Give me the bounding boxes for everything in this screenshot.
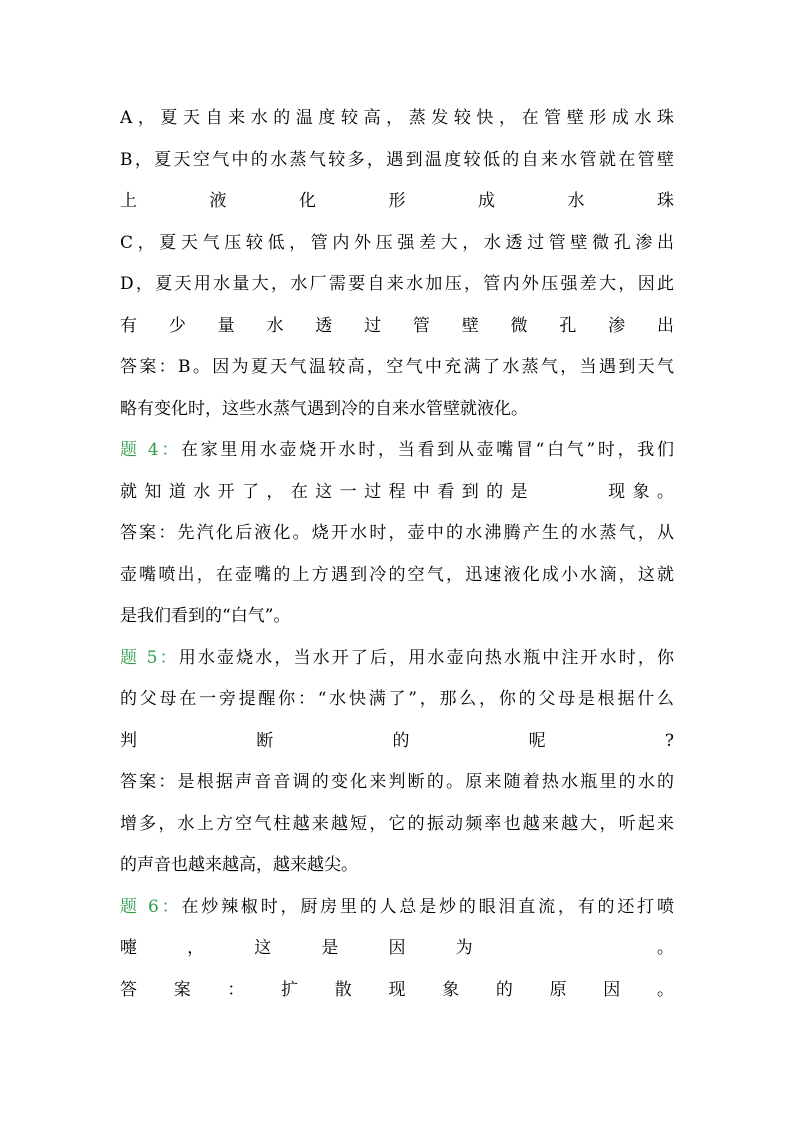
question-5-line-3: [120, 721, 674, 763]
answer-4-line: [120, 513, 674, 555]
document-body: [120, 98, 674, 1011]
text: 判 断 的 呢 ?: [120, 730, 674, 751]
question-5-line-2: [120, 679, 674, 721]
text: 答案：B。因为夏天气温较高，空气中充满了水蒸气，当遇到天气: [120, 357, 674, 377]
question-6-line-2: [120, 928, 674, 970]
question-4-line-2: [120, 472, 674, 514]
option-d-line-2: [120, 306, 674, 348]
option-b-line: [120, 140, 674, 182]
text: 上 液 化 形 成 水 珠: [120, 191, 674, 211]
text: 的声音也越来越高，越来越尖。: [120, 855, 358, 875]
question-5-line: [120, 638, 674, 680]
answer-5-line-3: [120, 845, 674, 887]
text: 答案：先汽化后液化。烧开水时，壶中的水沸腾产生的水蒸气，从: [120, 523, 674, 543]
text: 壶嘴喷出，在壶嘴的上方遇到冷的空气，迅速液化成小水滴，这就: [120, 564, 674, 585]
question-label: 题 5：: [120, 647, 179, 668]
text: 的父母在一旁提醒你：“水快满了”，那么，你的父母是根据什么: [120, 689, 674, 709]
answer-5-line-2: [120, 804, 674, 846]
option-c-line: [120, 223, 674, 265]
text: A，夏天自来水的温度较高，蒸发较快，在管壁形成水珠: [120, 108, 674, 128]
question-4-line: [120, 430, 674, 472]
text: 是我们看到的“白气”。: [120, 606, 291, 626]
text: 在炒辣椒时，厨房里的人总是炒的眼泪直流，有的还打喷: [181, 896, 674, 917]
question-6-line: [120, 887, 674, 929]
text: 就知道水开了，在这一过程中看到的是 现象。: [120, 481, 674, 502]
question-label: 题 6：: [120, 896, 182, 917]
text: 答 案 ： 扩 散 现 象 的 原 因 。: [120, 979, 674, 1000]
answer-4-line-2: [120, 555, 674, 597]
answer-5-line: [120, 762, 674, 804]
option-b-line-2: [120, 181, 674, 223]
text: B，夏天空气中的水蒸气较多，遇到温度较低的自来水管就在管壁: [120, 149, 674, 170]
text: 嚏 ， 这 是 因 为 。: [120, 938, 674, 958]
answer-4-line-3: [120, 596, 674, 638]
answer-3-line-2: [120, 389, 674, 431]
text: 答案：是根据声音音调的变化来判断的。原来随着热水瓶里的水的: [120, 772, 674, 792]
option-a-line: [120, 98, 674, 140]
answer-6-line: [120, 970, 674, 1012]
text: 略有变化时，这些水蒸气遇到冷的自来水管壁就液化。: [120, 398, 528, 419]
text: C，夏天气压较低，管内外压强差大，水透过管壁微孔渗出: [120, 232, 674, 253]
text: 用水壶烧水，当水开了后，用水壶向热水瓶中注开水时，你: [178, 647, 674, 668]
answer-3-line: [120, 347, 674, 389]
option-d-line: [120, 264, 674, 306]
question-label: 题 4：: [120, 440, 182, 460]
text: D，夏天用水量大，水厂需要自来水加压，管内外压强差大，因此: [120, 274, 674, 294]
text: 在家里用水壶烧开水时，当看到从壶嘴冒“白气”时，我们: [181, 440, 674, 460]
text: 有 少 量 水 透 过 管 壁 微 孔 渗 出: [120, 315, 674, 336]
text: 增多，水上方空气柱越来越短，它的振动频率也越来越大，听起来: [120, 813, 674, 834]
